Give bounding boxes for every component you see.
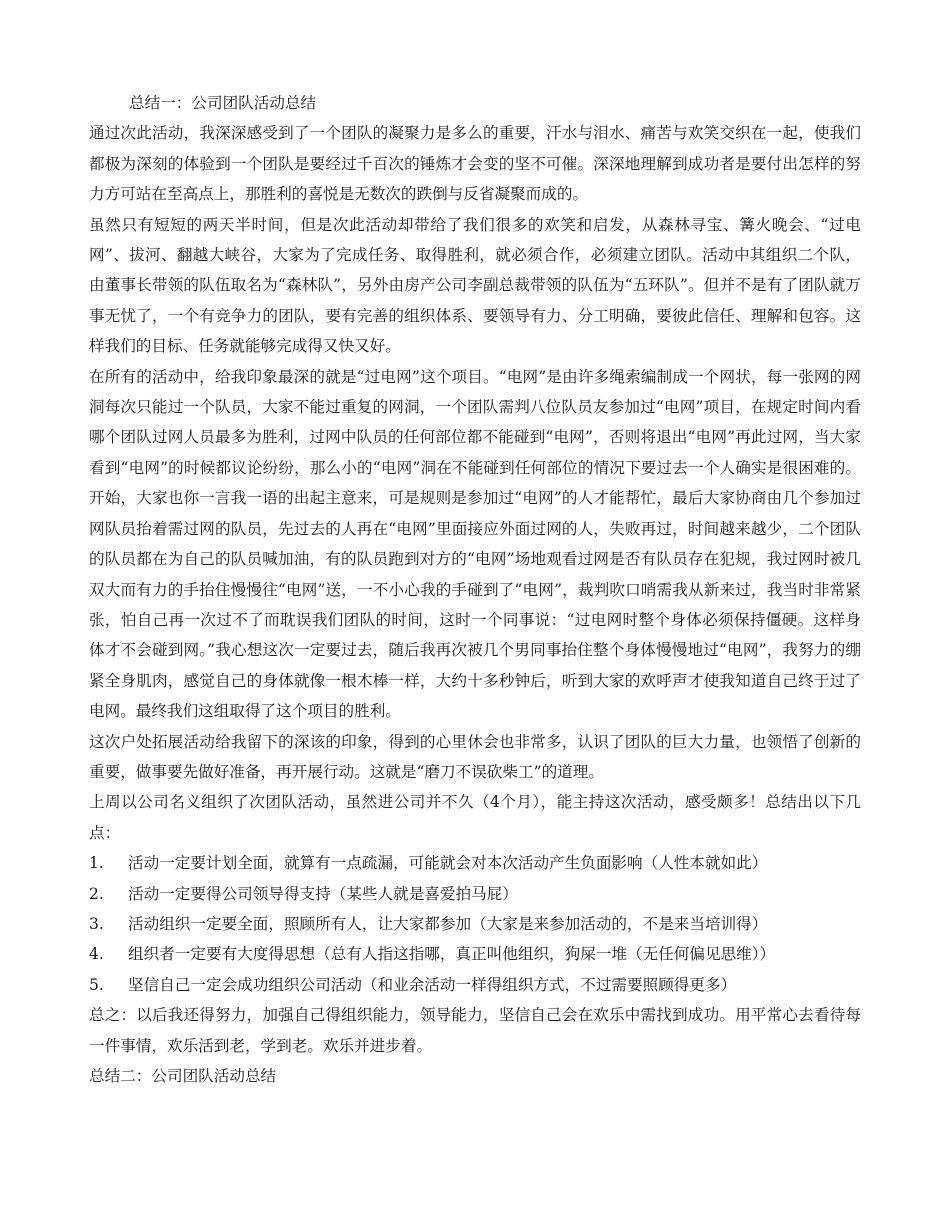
document-body (89, 88, 861, 1091)
list-item (89, 879, 861, 909)
list-item-number: 1. (89, 854, 104, 873)
list-item-number: 4. (89, 945, 104, 964)
paragraph-activities: 虽然只有短短的两天半时间，但是次此活动却带给了我们很多的欢笑和启发，从森林寻宝、篝火晚会、“过电网”、拔河、翻越大峡谷，大家为了完成任务、取得胜利，就必须合作，必须建立团队。活动中其组织二个队，由董事长带领的队伍取名为“森林队”，另外由房产公司李副总裁带领的队伍为“五环队”。但并不是有了团队就万事无忧了，一个有竞争力的团队，要有完善的组织体系、要领导有力、分工明确，要彼此信任、理解和包容。这样我们的目标、任务就能够完成得又快又好。 (89, 215, 861, 356)
list-item-number: 3. (89, 914, 104, 933)
list-item (89, 909, 861, 939)
paragraph-last-week: 上周以公司名义组织了次团队活动，虽然进公司并不久（4个月），能主持这次活动，感受颇多！总结出以下几点： (89, 793, 861, 842)
list-item-number: 2. (89, 884, 104, 903)
paragraph-team-cohesion: 通过次此活动，我深深感受到了一个团队的凝聚力是多么的重要，汗水与泪水、痛苦与欢笑交织在一起，使我们都极为深刻的体验到一个团队是要经过千百次的锤炼才会变的坚不可催。深深地理解到成功者是要付出怎样的努力方可站在至高点上，那胜利的喜悦是无数次的跌倒与反省凝聚而成的。 (89, 124, 861, 204)
list-item-text: 活动一定要得公司领导得支持（某些人就是喜爱拍马屁） (128, 884, 518, 903)
paragraph-impression: 这次户处拓展活动给我留下的深该的印象，得到的心里休会也非常多，认识了团队的巨大力量，也领悟了创新的重要，做事要先做好准备，再开展行动。这就是“磨刀不误砍柴工”的道理。 (89, 732, 861, 781)
list-item-text: 坚信自己一定会成功组织公司活动（和业余活动一样得组织方式，不过需要照顾得更多） (128, 975, 737, 994)
list-item-text: 活动一定要计划全面，就算有一点疏漏，可能就会对本次活动产生负面影响（人性本就如此） (128, 854, 768, 873)
list-item-number: 5. (89, 975, 104, 994)
paragraph-electric-net: 在所有的活动中，给我印象最深的就是“过电网”这个项目。“电网”是由许多绳索编制成一个网状，每一张网的网洞每次只能过一个队员，大家不能过重复的网洞，一个团队需判八位队员友参加过“电网”项目，在规定时间内看哪个团队过网人员最多为胜利，过网中队员的任何部位都不能碰到“电网”，否则将退出“电网”再此过网，当大家看到“电网”的时候都议论纷纷，那么小的“电网”洞在不能碰到任何部位的情况下要过去一个人确实是很困难的。开始，大家也你一言我一语的出起主意来，可是规则是参加过“电网”的人才能帮忙，最后大家协商由几个参加过网队员抬着需过网的队员，先过去的人再在“电网”里面接应外面过网的人，失败再过，时间越来越少，二个团队的队员都在为自己的队员喊加油，有的队员跑到对方的“电网”场地观看过网是否有队员存在犯规，我过网时被几双大而有力的手抬住慢慢往“电网”送，一不小心我的手碰到了“电网”，裁判吹口哨需我从新来过，我当时非常紧张，怕自己再一次过不了而耽误我们团队的时间，这时一个同事说：“过电网时整个身体必须保持僵硬。这样身体才不会碰到网。”我心想这次一定要过去，随后我再次被几个男同事抬住整个身体慢慢地过“电网”，我努力的绷紧全身肌肉，感觉自己的身体就像一根木棒一样，大约十多秒钟后，听到大家的欢呼声才使我知道自己终于过了电网。最终我们这组取得了这个项目的胜利。 (89, 367, 861, 721)
list-item-text: 组织者一定要有大度得思想（总有人指这指哪，真正叫他组织，狗屎一堆（无任何偏见思维）） (128, 945, 776, 964)
list-item-text: 活动组织一定要全面，照顾所有人，让大家都参加（大家是来参加活动的，不是来当培训得） (128, 914, 768, 933)
section-heading-1: 总结一：公司团队活动总结 (129, 94, 317, 112)
list-item (89, 939, 861, 969)
section-heading-2: 总结二：公司团队活动总结 (89, 1067, 277, 1085)
list-item (89, 848, 861, 878)
list-item (89, 970, 861, 1000)
paragraph-summary: 总之：以后我还得努力，加强自己得组织能力，领导能力，坚信自己会在欢乐中需找到成功。用平常心去看待每一件事情，欢乐活到老，学到老。欢乐并进步着。 (89, 1006, 861, 1055)
